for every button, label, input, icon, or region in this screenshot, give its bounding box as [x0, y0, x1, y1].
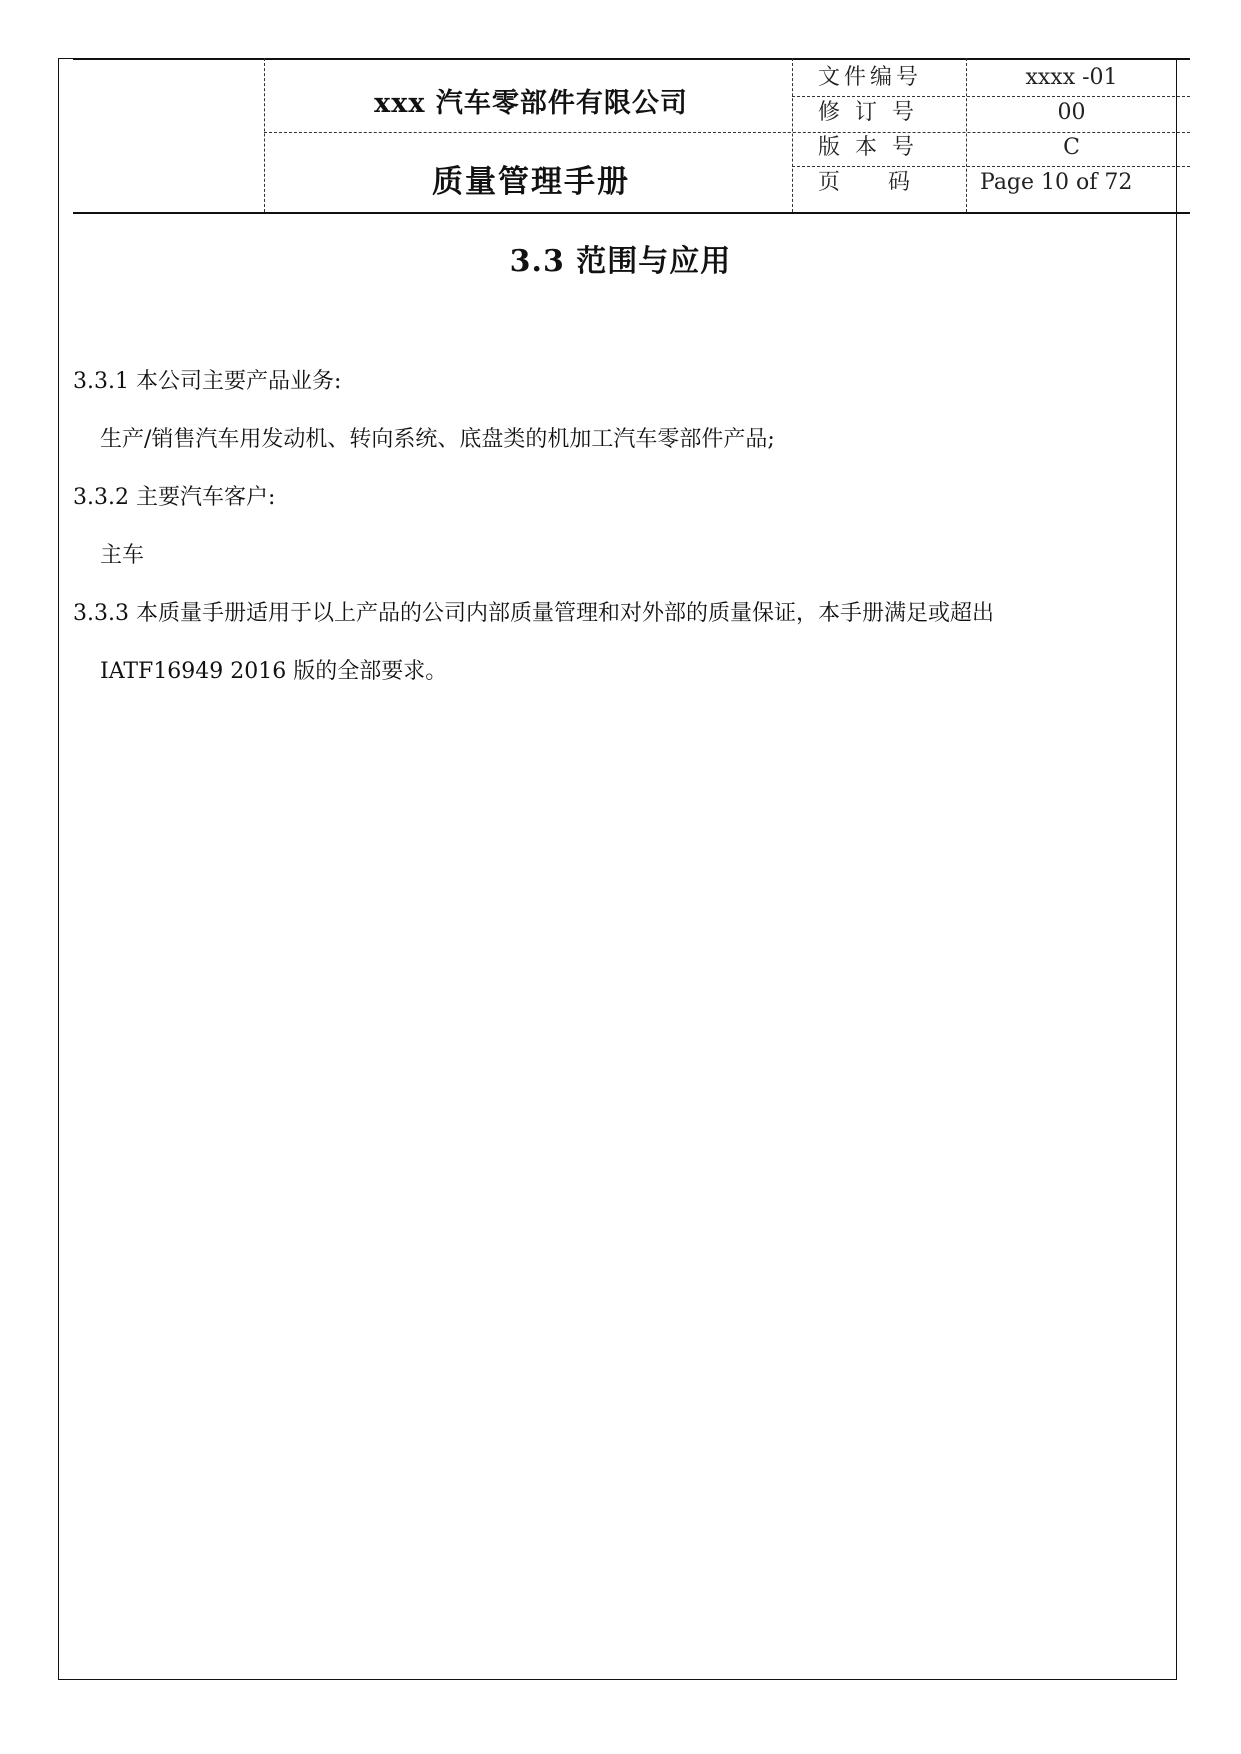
company-name: xxx 汽车零部件有限公司	[374, 87, 688, 119]
header-col-rule-1	[264, 58, 265, 212]
meta-value-version: C	[1063, 135, 1080, 160]
manual-title: 质量管理手册	[432, 163, 630, 200]
para-3-3-1-body: 生产/销售汽车用发动机、转向系统、底盘类的机加工汽车零部件产品;	[100, 427, 775, 452]
page-frame	[58, 58, 1177, 1680]
meta-label-page: 页 码	[818, 170, 914, 195]
section-heading: 3.3 范围与应用	[509, 244, 732, 279]
header-col-rule-4	[1176, 58, 1177, 212]
meta-label-version: 版 本 号	[818, 135, 918, 160]
para-3-3-3-line2: IATF16949 2016 版的全部要求。	[100, 659, 448, 684]
meta-value-page: Page 10 of 72	[980, 170, 1133, 195]
header-top-rule	[73, 58, 1190, 60]
meta-value-doc-no: xxxx -01	[1025, 65, 1118, 90]
para-3-3-1-heading: 3.3.1 本公司主要产品业务:	[73, 369, 342, 394]
header-bottom-rule	[73, 212, 1190, 214]
para-3-3-3-line1: 3.3.3 本质量手册适用于以上产品的公司内部质量管理和对外部的质量保证，本手册满足或超出	[73, 601, 994, 626]
meta-label-revision: 修 订 号	[818, 100, 918, 125]
para-3-3-2-heading: 3.3.2 主要汽车客户:	[73, 485, 276, 510]
para-3-3-2-body: 主车	[100, 543, 145, 568]
meta-value-revision: 00	[1057, 100, 1086, 125]
meta-label-doc-no: 文件编号	[818, 65, 923, 90]
